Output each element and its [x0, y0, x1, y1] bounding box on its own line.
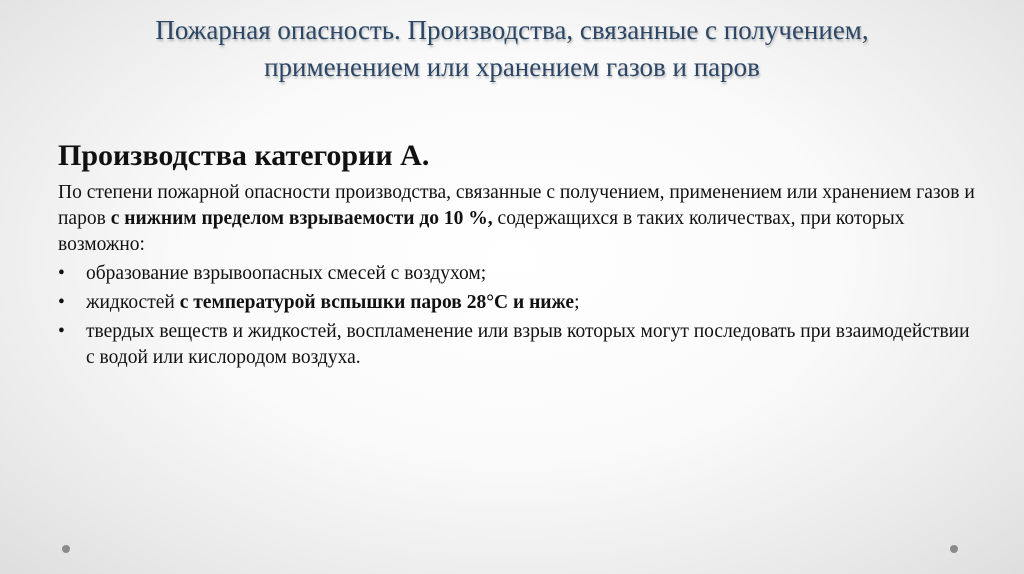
bullet-icon: • [58, 321, 65, 342]
slide-body [58, 180, 978, 374]
bullet-2-text-1: жидкостей [86, 292, 180, 313]
corner-dot-right [950, 545, 958, 553]
intro-text-1: По степени пожарной опасности производства, связанные с получением, применением или хранением газов и паров [58, 182, 975, 229]
corner-dot-left [62, 545, 70, 553]
bullet-icon: • [58, 263, 65, 284]
title-line-1: Пожарная опасность. Производства, связанные с получением, [155, 15, 869, 45]
bullet-list [58, 261, 978, 371]
list-item [58, 261, 978, 287]
slide-title [40, 12, 984, 86]
intro-paragraph [58, 180, 978, 258]
list-item [58, 319, 978, 371]
intro-bold-text: с нижним пределом взрываемости до 10 %, [110, 208, 493, 229]
title-line-2: применением или хранением газов и паров [264, 52, 760, 82]
bullet-2-bold-text: с температурой вспышки паров 28°С и ниже [179, 292, 575, 313]
intro-text-2: содержащихся в таких количествах, при которых возможно: [58, 208, 905, 255]
bullet-1-text: образование взрывоопасных смесей с воздухом; [86, 263, 487, 284]
bullet-3-text: твердых веществ и жидкостей, воспламенение или взрыв которых могут последовать при взаимодействии с водой или кислородом воздуха. [86, 321, 970, 368]
bullet-icon: • [58, 292, 65, 313]
list-item [58, 290, 978, 316]
slide-subheading: Производства категории А. [58, 139, 430, 172]
bullet-2-text-2: ; [574, 292, 580, 313]
